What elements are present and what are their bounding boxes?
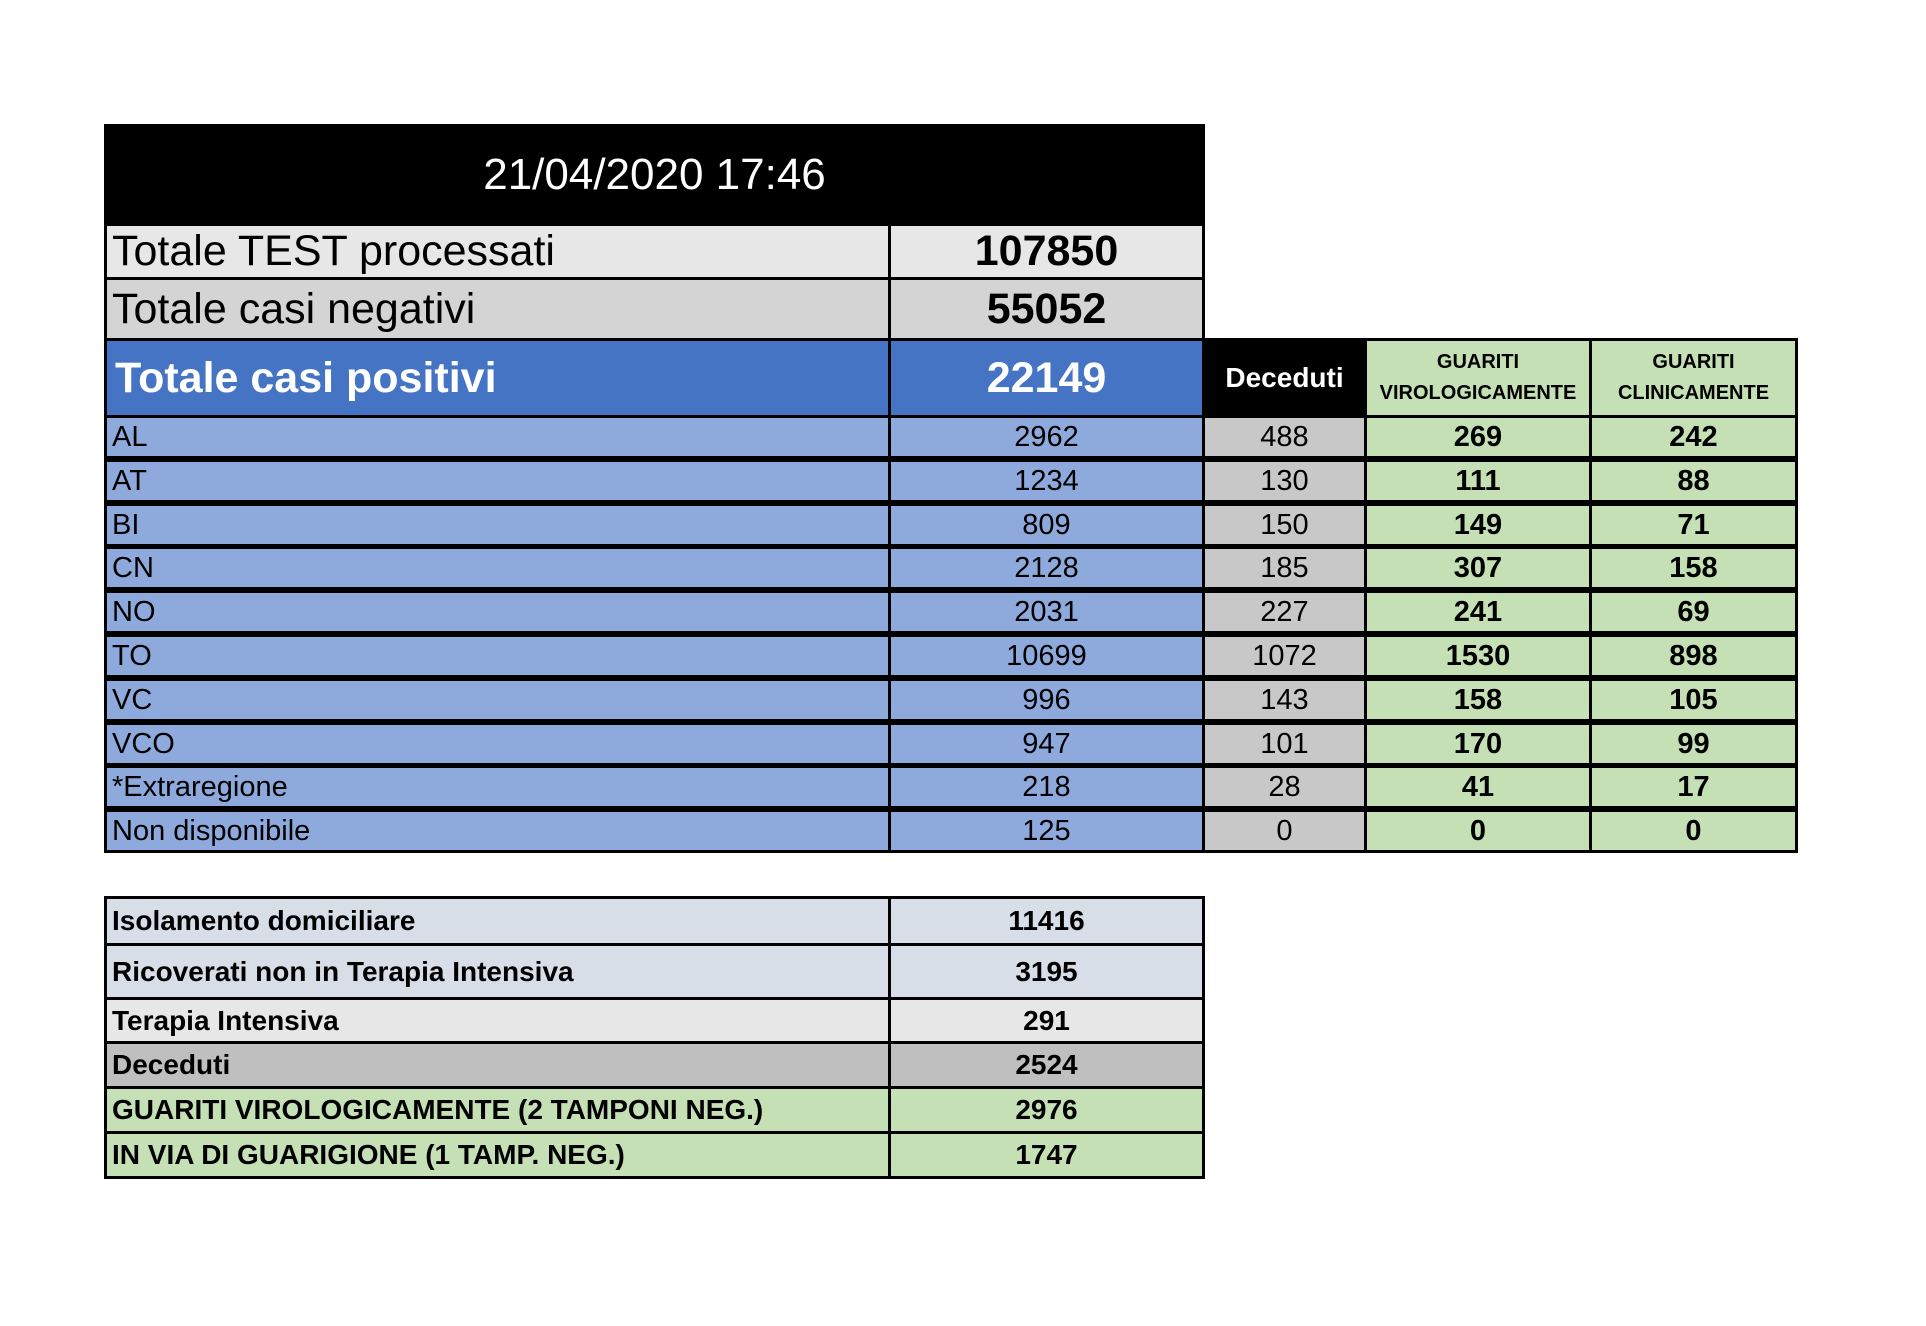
province-guariti-clin: 242 — [1589, 415, 1798, 459]
summary-value: 291 — [888, 997, 1205, 1044]
total-tests-value: 107850 — [888, 223, 1205, 280]
province-name: NO — [104, 590, 891, 634]
province-name: VC — [104, 678, 891, 722]
province-positivi: 2031 — [888, 590, 1205, 634]
province-positivi: 809 — [888, 503, 1205, 547]
province-deceduti: 0 — [1202, 809, 1367, 853]
province-guariti-clin: 105 — [1589, 678, 1798, 722]
province-guariti-clin: 99 — [1589, 722, 1798, 766]
province-deceduti: 150 — [1202, 503, 1367, 547]
province-guariti-clin: 17 — [1589, 765, 1798, 809]
province-guariti-viro: 170 — [1364, 722, 1592, 766]
province-deceduti: 28 — [1202, 765, 1367, 809]
summary-label: IN VIA DI GUARIGIONE (1 TAMP. NEG.) — [104, 1131, 891, 1179]
province-guariti-clin: 0 — [1589, 809, 1798, 853]
summary-value: 2976 — [888, 1086, 1205, 1134]
province-name: TO — [104, 634, 891, 678]
province-positivi: 2128 — [888, 546, 1205, 590]
province-guariti-viro: 241 — [1364, 590, 1592, 634]
province-positivi: 947 — [888, 722, 1205, 766]
province-deceduti: 101 — [1202, 722, 1367, 766]
province-deceduti: 130 — [1202, 459, 1367, 503]
province-guariti-viro: 1530 — [1364, 634, 1592, 678]
province-name: BI — [104, 503, 891, 547]
province-guariti-viro: 158 — [1364, 678, 1592, 722]
province-guariti-viro: 307 — [1364, 546, 1592, 590]
province-deceduti: 488 — [1202, 415, 1367, 459]
column-header-deceduti: Deceduti — [1202, 338, 1367, 418]
column-header-guariti-virologicamente — [1364, 338, 1592, 418]
province-guariti-viro: 269 — [1364, 415, 1592, 459]
summary-value: 3195 — [888, 943, 1205, 1000]
province-guariti-clin: 158 — [1589, 546, 1798, 590]
column-header-guariti-clinicamente — [1589, 338, 1798, 418]
province-deceduti: 143 — [1202, 678, 1367, 722]
summary-value: 11416 — [888, 896, 1205, 946]
province-guariti-viro: 149 — [1364, 503, 1592, 547]
column-header-guariti-clin-line1: GUARITI — [1652, 351, 1735, 373]
province-positivi: 2962 — [888, 415, 1205, 459]
province-name: CN — [104, 546, 891, 590]
province-guariti-clin: 898 — [1589, 634, 1798, 678]
province-guariti-viro: 111 — [1364, 459, 1592, 503]
province-positivi: 10699 — [888, 634, 1205, 678]
report-datetime: 21/04/2020 17:46 — [104, 124, 1205, 226]
total-negatives-label: Totale casi negativi — [104, 277, 891, 341]
province-positivi: 218 — [888, 765, 1205, 809]
province-deceduti: 185 — [1202, 546, 1367, 590]
province-guariti-clin: 71 — [1589, 503, 1798, 547]
summary-value: 2524 — [888, 1041, 1205, 1089]
province-positivi: 125 — [888, 809, 1205, 853]
total-positives-value: 22149 — [888, 338, 1205, 418]
province-positivi: 1234 — [888, 459, 1205, 503]
summary-label: Deceduti — [104, 1041, 891, 1089]
summary-value: 1747 — [888, 1131, 1205, 1179]
column-header-guariti-clin-line2: CLINICAMENTE — [1617, 382, 1770, 404]
summary-label: Terapia Intensiva — [104, 997, 891, 1044]
province-deceduti: 1072 — [1202, 634, 1367, 678]
province-guariti-clin: 69 — [1589, 590, 1798, 634]
province-guariti-viro: 41 — [1364, 765, 1592, 809]
province-positivi: 996 — [888, 678, 1205, 722]
province-name: AL — [104, 415, 891, 459]
province-name: AT — [104, 459, 891, 503]
province-name: VCO — [104, 722, 891, 766]
summary-label: GUARITI VIROLOGICAMENTE (2 TAMPONI NEG.) — [104, 1086, 891, 1134]
summary-label: Ricoverati non in Terapia Intensiva — [104, 943, 891, 1000]
total-negatives-value: 55052 — [888, 277, 1205, 341]
total-positives-label: Totale casi positivi — [104, 338, 891, 418]
province-name: Non disponibile — [104, 809, 891, 853]
province-guariti-clin: 88 — [1589, 459, 1798, 503]
province-guariti-viro: 0 — [1364, 809, 1592, 853]
total-tests-label: Totale TEST processati — [104, 223, 891, 280]
column-header-guariti-viro-line1: GUARITI — [1436, 351, 1520, 373]
province-deceduti: 227 — [1202, 590, 1367, 634]
summary-label: Isolamento domiciliare — [104, 896, 891, 946]
column-header-guariti-viro-line2: VIROLOGICAMENTE — [1379, 382, 1577, 404]
province-name: *Extraregione — [104, 765, 891, 809]
